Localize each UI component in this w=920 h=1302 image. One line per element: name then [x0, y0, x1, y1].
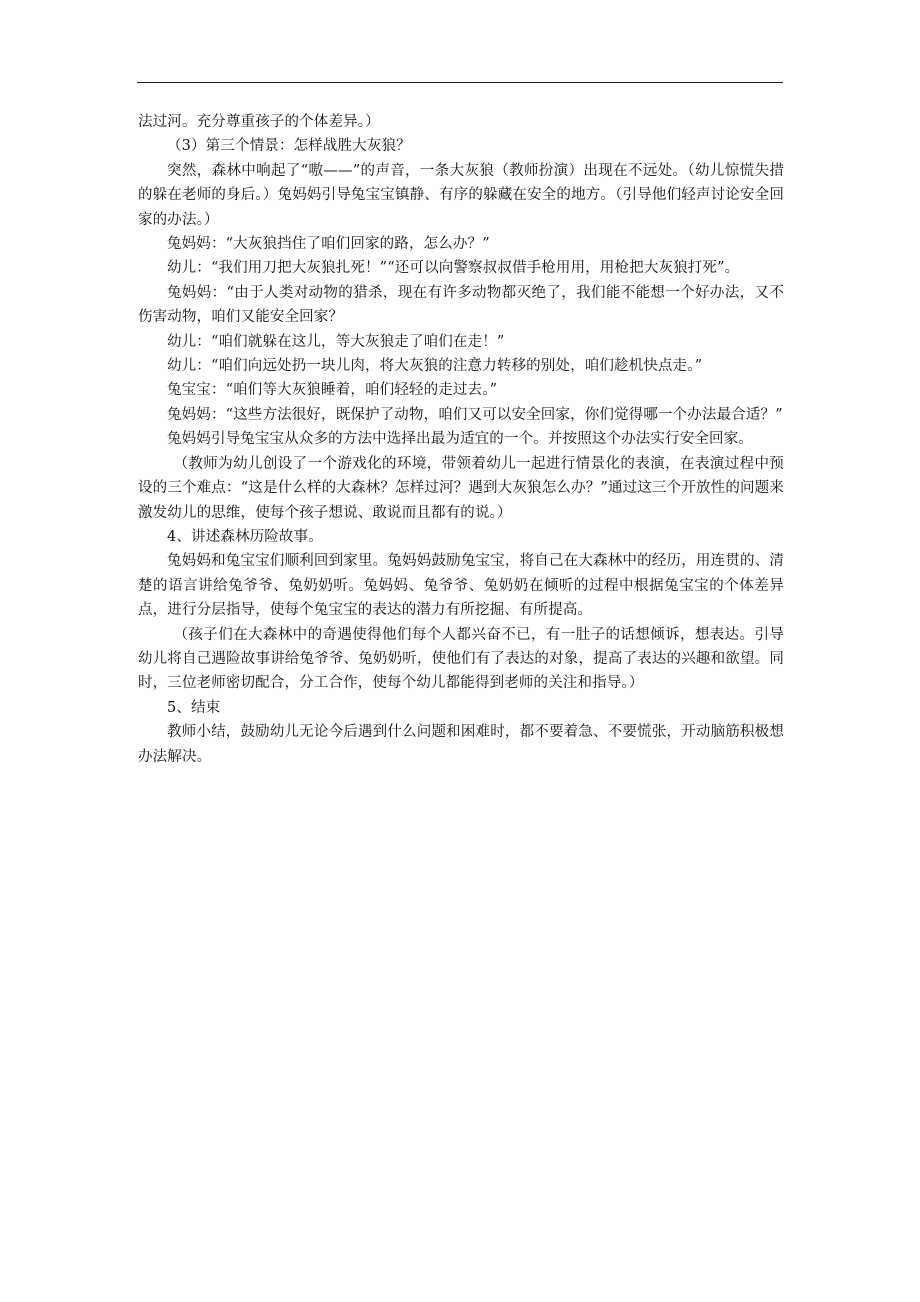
paragraph-teacher-note-1: （教师为幼儿创设了一个游戏化的环境，带领着幼儿一起进行情景化的表演，在表演过程中预设的三个难点：“这是什么样的大森林？怎样过河？遇到大灰狼怎么办？”通过这三个开放性的问题来激发幼儿的思维，使每个孩子想说、敢说而且都有的说。）: [138, 455, 784, 521]
header-rule: [137, 82, 783, 83]
dialogue-child-answer-1: 幼儿：“我们用刀把大灰狼扎死！”“还可以向警察叔叔借手枪用用，用枪把大灰狼打死”。: [167, 260, 740, 277]
dialogue-baby-rabbit-answer: 兔宝宝：“咱们等大灰狼睡着，咱们轻轻的走过去。”: [167, 382, 498, 399]
paragraph-continuation: 法过河。充分尊重孩子的个体差异。）: [138, 114, 380, 130]
dialogue-mother-question: 兔妈妈：“大灰狼挡住了咱们回家的路，怎么办？”: [167, 236, 490, 253]
paragraph-story-telling: 兔妈妈和兔宝宝们顺利回到家里。兔妈妈鼓励兔宝宝，将自己在大森林中的经历，用连贯的、清楚的语言讲给兔爷爷、兔奶奶听。兔妈妈、兔爷爷、兔奶奶在倾听的过程中根据兔宝宝的个体差异点，进行分层指导，使每个兔宝宝的表达的潜力有所挖掘、有所提高。: [138, 553, 784, 619]
section-five-heading: 5、结束: [167, 699, 221, 716]
paragraph-summary: 教师小结，鼓励幼儿无论今后遇到什么问题和困难时，都不要着急、不要慌张，开动脑筋积极想办法解决。: [138, 724, 784, 765]
paragraph-choose-method: 兔妈妈引导兔宝宝从众多的方法中选择出最为适宜的一个。并按照这个办法实行安全回家。: [167, 431, 753, 448]
dialogue-mother-choose: 兔妈妈：“这些方法很好，既保护了动物，咱们又可以安全回家，你们觉得哪一个办法最合适？”: [167, 406, 783, 423]
section-four-heading: 4、讲述森林历险故事。: [167, 528, 323, 545]
scene-three-heading: （3）第三个情景：怎样战胜大灰狼？: [167, 138, 411, 155]
dialogue-child-answer-2: 幼儿：“咱们就躲在这儿，等大灰狼走了咱们在走！”: [167, 333, 505, 350]
dialogue-child-answer-3: 幼儿：“咱们向远处扔一块儿肉，将大灰狼的注意力转移的别处，咱们趁机快点走。”: [167, 358, 703, 375]
document-body: [138, 110, 784, 769]
paragraph-teacher-note-2: （孩子们在大森林中的奇遇使得他们每个人都兴奋不已，有一肚子的话想倾诉，想表达。引导幼儿将自己遇险故事讲给兔爷爷、兔奶奶听，使他们有了表达的对象，提高了表达的兴趣和欲望。同时，三位老师密切配合，分工合作，使每个幼儿都能得到老师的关注和指导。）: [138, 626, 784, 692]
paragraph-wolf-appears: 突然，森林中响起了“嗷——”的声音，一条大灰狼（教师扮演）出现在不远处。（幼儿惊慌失措的躲在老师的身后。）兔妈妈引导兔宝宝镇静、有序的躲藏在安全的地方。（引导他们轻声讨论安全回家的办法。）: [138, 162, 784, 228]
dialogue-mother-guidance: 兔妈妈：“由于人类对动物的猎杀，现在有许多动物都灭绝了，我们能不能想一个好办法，又不伤害动物，咱们又能安全回家？: [138, 284, 784, 326]
